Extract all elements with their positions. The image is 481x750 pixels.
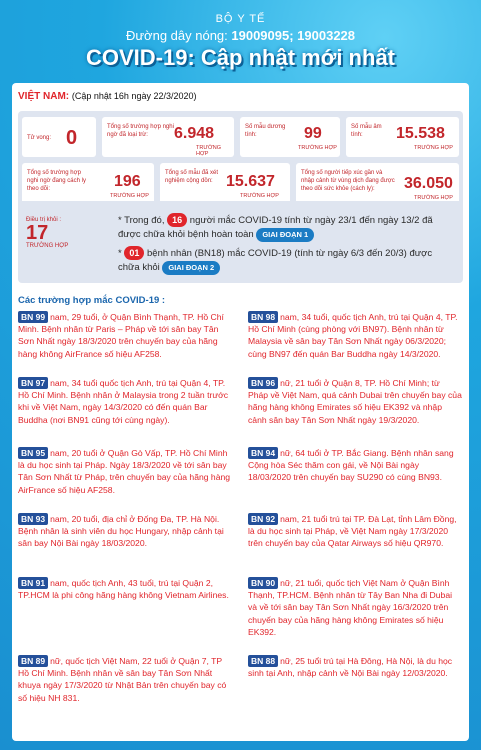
case-id-badge: BN 92 [248, 513, 278, 525]
treatment-unit: TRƯỜNG HỢP [26, 243, 69, 249]
case-entry [248, 577, 462, 638]
text: bệnh nhân (BN18) mắc COVID-19 (tính từ ngày 6/3 đến 20/3) được chữa khỏi [118, 248, 433, 273]
case-entry [18, 311, 232, 360]
phase-badge-2: GIAI ĐOẠN 2 [162, 261, 220, 275]
case-text: nam, quốc tịch Anh, 43 tuổi, trú tại Quận 2, TP.HCM là phi công hãng hàng không Vietnam Airlines. [18, 578, 229, 601]
case-entry [248, 311, 462, 360]
stat-value: 6.948 [174, 125, 215, 142]
hotline [0, 28, 481, 43]
case-entry [248, 655, 462, 679]
ministry-label: BỘ Y TẾ [215, 13, 266, 25]
stat-deaths [22, 117, 96, 157]
stat-unit: TRƯỜNG HỢP [414, 195, 453, 201]
treatment-label: Điều trị khỏi : [26, 217, 62, 223]
stat-unit: TRƯỜNG HỢP [196, 145, 221, 157]
case-id-badge: BN 93 [18, 513, 48, 525]
hotline-numbers: 19009095; 19003228 [231, 28, 356, 43]
case-entry [18, 377, 232, 426]
case-entry [248, 447, 462, 484]
case-text: nữ, 21 tuổi ở Quận 8, TP. Hồ Chí Minh; từ Pháp về Việt Nam, quá cảnh Dubai trên chuyến bay của hãng hàng không Emirates số hiệu EK392 và nhập cảnh sân bay Tân Sơn Nhất ngày 19/3/2020. [248, 378, 462, 425]
stat-label: Tử vong: [27, 135, 52, 141]
case-entry [18, 655, 232, 704]
case-entry [18, 513, 232, 550]
case-id-badge: BN 99 [18, 311, 48, 323]
subhead [18, 91, 196, 102]
country-label: VIỆT NAM: [18, 91, 70, 102]
stat-unit: TRƯỜNG HỢP [414, 145, 453, 151]
case-text: nam, 21 tuổi trú tại TP. Đà Lạt, tỉnh Lâm Đồng, là du học sinh tại Pháp, về Việt Nam ngày 17/3/2020 trên chuyến bay của Qatar Airways số hiệu QR970. [248, 514, 457, 549]
case-text: nữ, 21 tuổi, quốc tịch Việt Nam ở Quận Bình Thạnh, TP.HCM. Bệnh nhân từ Tây Ban Nha đi Dubai và về tới sân bay Tân Sơn Nhất ngày 16/3/2020 trên chuyến bay của hãng hàng không Emirates số hiệu EK392. [248, 578, 453, 637]
cases-title: Các trường hợp mắc COVID-19 : [18, 295, 166, 306]
case-id-badge: BN 94 [248, 447, 278, 459]
treatment-value: 17 [26, 222, 49, 244]
case-id-badge: BN 95 [18, 447, 48, 459]
stat-negative [346, 117, 459, 157]
count-pill: 16 [167, 213, 187, 227]
case-text: nam, 34 tuổi quốc tịch Anh, trú tại Quận 4, TP. Hồ Chí Minh. Bệnh nhân ở Malaysia trong 2 tuần trước khi về Việt Nam, ngày 14/3/2020 có đến quán Bar Buddha (nơi BN91 cũng tới cùng ngày). [18, 378, 229, 425]
count-pill: 01 [124, 246, 144, 260]
stat-positive [240, 117, 340, 157]
stat-value: 15.538 [396, 125, 445, 142]
stat-label: Số mẫu dương tính: [245, 124, 286, 138]
stat-value: 36.050 [404, 175, 453, 192]
stat-suspected-excluded [102, 117, 234, 157]
case-id-badge: BN 96 [248, 377, 278, 389]
treatment-box [18, 201, 463, 283]
page-title: COVID-19: Cập nhật mới nhất [86, 45, 395, 70]
stat-unit: TRƯỜNG HỢP [110, 193, 149, 199]
case-entry [248, 377, 462, 426]
case-text: nữ, quốc tịch Việt Nam, 22 tuổi ở Quận 7, TP Hồ Chí Minh. Bệnh nhân về sân bay Tân Sơn Nhất khuya ngày 17/3/2020 từ Nhật Bản trên chuyến bay có số hiệu NH 831. [18, 656, 227, 703]
stat-label: Tổng số người tiếp xúc gần và nhập cảnh từ vùng dịch đang được theo dõi sức khỏe (cách ly): [301, 170, 395, 192]
case-id-badge: BN 91 [18, 577, 48, 589]
case-id-badge: BN 89 [18, 655, 48, 667]
stat-value: 15.637 [226, 173, 275, 190]
case-entry [248, 513, 462, 550]
case-id-badge: BN 98 [248, 311, 278, 323]
treatment-summary [26, 217, 98, 249]
case-entry [18, 447, 232, 496]
case-text: nam, 20 tuổi ở Quận Gò Vấp, TP. Hồ Chí Minh là du học sinh tại Pháp. Ngày 18/3/2020 về tới sân bay Tân Sơn Nhất từ Pháp, trên chuyến bay của hãng hàng AirFrance số hiệu AF258. [18, 448, 231, 495]
stat-unit: TRƯỜNG HỢP [240, 193, 279, 199]
treatment-line-2 [118, 246, 453, 275]
case-id-badge: BN 88 [248, 655, 278, 667]
update-time: (Cập nhật 16h ngày 22/3/2020) [71, 91, 197, 101]
case-id-badge: BN 97 [18, 377, 48, 389]
stat-label: Số mẫu âm tính: [351, 124, 382, 138]
stat-label: Tổng số mẫu đã xét nghiệm cộng dồn: [165, 170, 219, 184]
treatment-details [118, 213, 453, 275]
hotline-label: Đường dây nóng: [125, 28, 228, 43]
text: * [118, 248, 122, 259]
case-text: nam, 20 tuổi, địa chỉ ở Đống Đa, TP. Hà Nội. Bệnh nhân là sinh viên du học Hungary, nhập cảnh tại sân bay Nội Bài ngày 18/03/2020. [18, 514, 224, 549]
stat-label: Tổng số trường hợp nghi ngờ đã loại trừ: [107, 124, 174, 138]
case-id-badge: BN 90 [248, 577, 278, 589]
case-entry [18, 577, 232, 601]
treatment-line-1 [118, 213, 453, 242]
content-panel [12, 83, 469, 741]
header [0, 0, 481, 71]
case-text: nam, 29 tuổi, ở Quận Bình Thạnh, TP. Hồ Chí Minh. Bệnh nhân từ Paris – Pháp về tới sân bay Tân Sơn Nhất ngày 18/3/2020 trên chuyến bay của hãng hàng không AirFrance số hiệu AF258. [18, 312, 224, 359]
text: người mắc COVID-19 tính từ ngày 23/1 đến ngày 13/2 đã được chữa khỏi bệnh hoàn toàn [118, 215, 433, 240]
stat-label: Tổng số trường hợp nghi ngờ đang cách ly theo dõi: [27, 170, 86, 192]
text: * Trong đó, [118, 215, 165, 226]
case-text: nữ, 64 tuổi ở TP. Bắc Giang. Bệnh nhân sang Cộng hòa Séc thăm con gái, về Nội Bài ngày 18/03/2020 trên chuyến bay SU290 có cùng BN93. [248, 448, 454, 483]
stat-unit: TRƯỜNG HỢP [298, 145, 337, 151]
stat-value: 99 [304, 125, 322, 142]
case-text: nữ, 25 tuổi trú tại Hà Đông, Hà Nội, là du học sinh tại Anh, nhập cảnh về Nội Bài ngày 12/03/2020. [248, 656, 453, 679]
phase-badge-1: GIAI ĐOẠN 1 [256, 228, 314, 242]
stat-value: 196 [114, 173, 141, 190]
stat-value: 0 [66, 127, 78, 149]
case-text: nam, 34 tuổi, quốc tịch Anh, trú tại Quận 4, TP. Hồ Chí Minh (cùng phòng với BN97). Bệnh nhân từ Malaysia về sân bay Tân Sơn Nhất ngày 06/3/2020; cùng BN97 đến quán Bar Buddha ngày 14/3/2020. [248, 312, 458, 359]
